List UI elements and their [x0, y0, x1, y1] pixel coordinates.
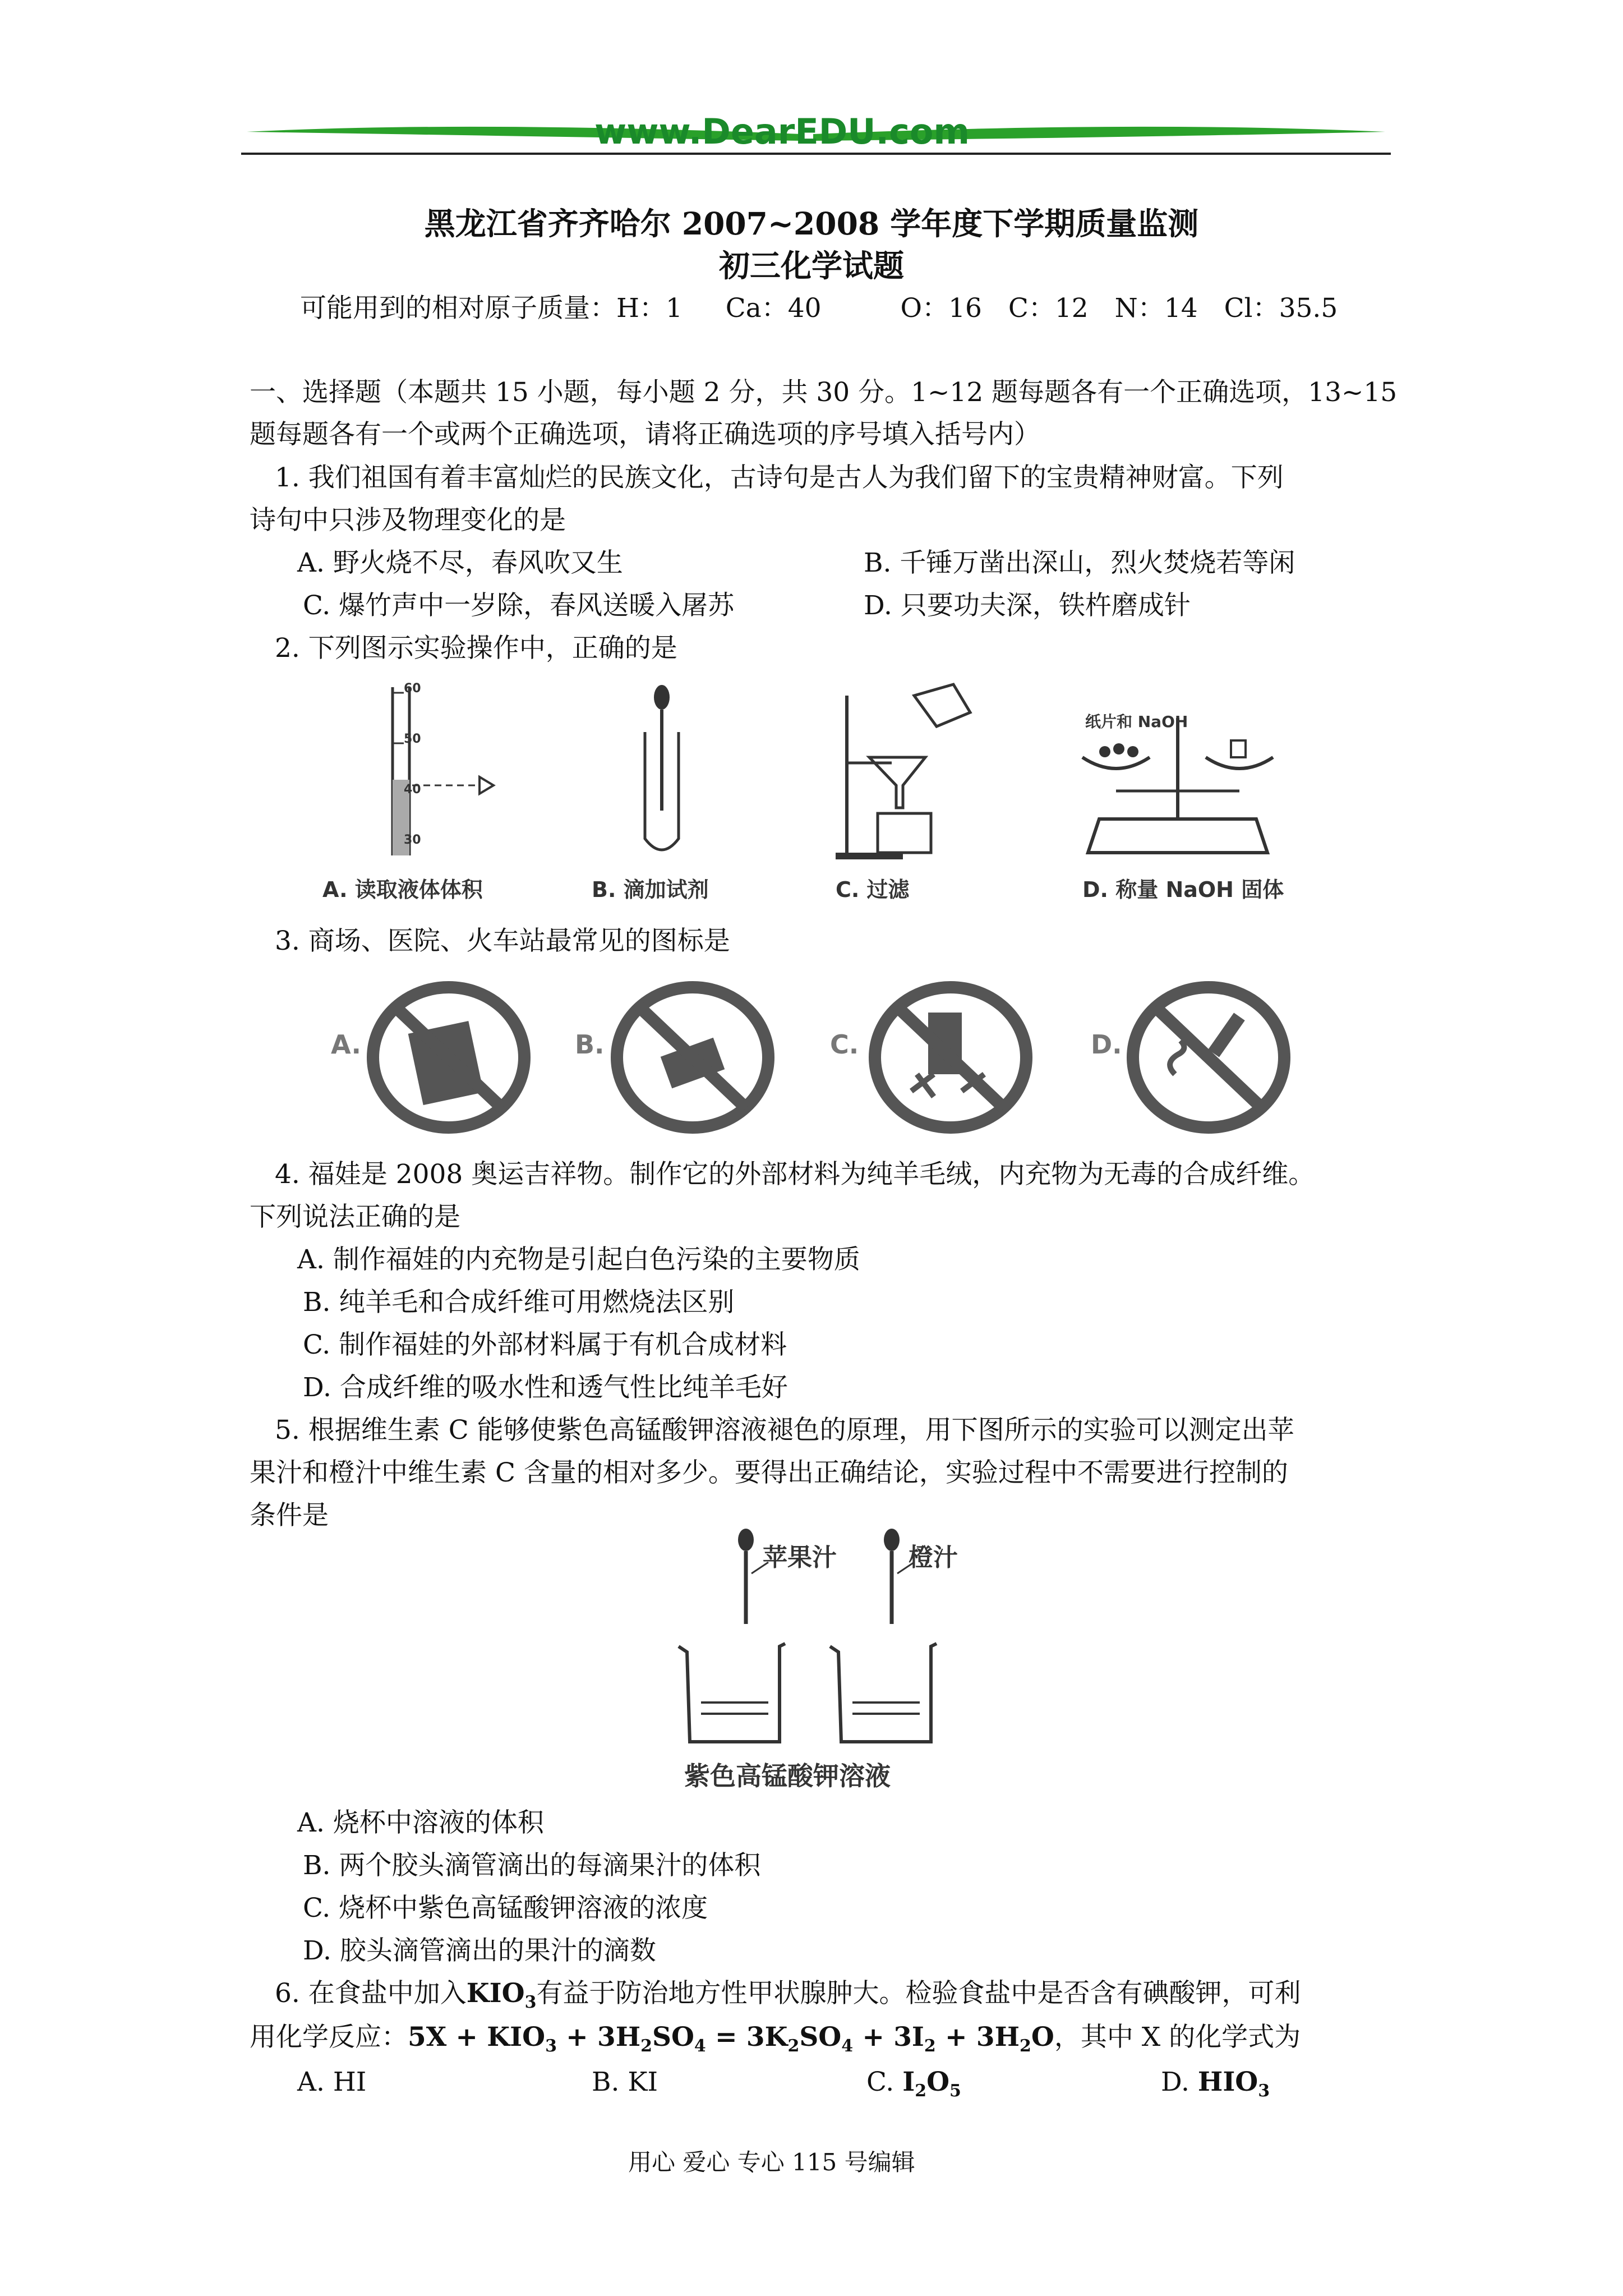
- no-matches-icon: [608, 979, 777, 1136]
- q5-stem: 果汁和橙汁中维生素 C 含量的相对多少。要得出正确结论，实验过程中不需要进行控制的: [250, 1457, 1288, 1488]
- q5-option-b: B. 两个胶头滴管滴出的每滴果汁的体积: [303, 1850, 761, 1881]
- section-instructions-1: 一、选择题（本题共 15 小题，每小题 2 分，共 30 分。1~12 题每题各有一个正确选项，13~15: [250, 377, 1398, 408]
- q6-formula-hio3: $HIO_3$: [1197, 2067, 1270, 2101]
- q6-option-b: B. KI: [592, 2067, 658, 2097]
- q2-figure-c-label: C. 过滤: [836, 877, 910, 902]
- q4-option-a: A. 制作福娃的内充物是引起白色污染的主要物质: [297, 1244, 860, 1275]
- no-smoking-icon: [1124, 979, 1293, 1136]
- q6-equation: $5X + KIO_3 + 3H_2SO_4 = 3K_2SO_4 + 3I_2 + 3H_2O$: [408, 2022, 1054, 2056]
- q2-figure-b-label: B. 滴加试剂: [592, 877, 709, 902]
- q4-option-b: B. 纯羊毛和合成纤维可用燃烧法区别: [303, 1287, 735, 1318]
- q6-formula-kio3: $KIO_3$: [466, 1978, 537, 2012]
- q4-stem: 4. 福娃是 2008 奥运吉祥物。制作它的外部材料为纯羊毛绒，内充物为无毒的合成纤维。: [275, 1159, 1315, 1190]
- header-rule: [241, 153, 1391, 155]
- q4-stem: 下列说法正确的是: [250, 1202, 460, 1232]
- q1-option-a: A. 野火烧不尽，春风吹又生: [297, 547, 623, 578]
- q3-label-b: B.: [575, 1029, 605, 1060]
- page-footer: 用心 爱心 专心 115 号编辑: [628, 2148, 915, 2176]
- q3-label-d: D.: [1091, 1029, 1122, 1060]
- q2-scale-label: 50: [404, 732, 421, 746]
- q2-figure-b-dropper: [628, 682, 695, 861]
- q3-stem: 3. 商场、医院、火车站最常见的图标是: [275, 926, 730, 956]
- no-fireworks-icon: [866, 979, 1035, 1136]
- atomic-masses: 可能用到的相对原子质量：H：1 Ca：40 O：16 C：12 N：14 Cl：35.5: [300, 293, 1338, 324]
- q2-scale-label: 40: [404, 783, 421, 797]
- q1-option-c: C. 爆竹声中一岁除，春风送暖入屠苏: [303, 590, 735, 621]
- q5-option-d: D. 胶头滴管滴出的果汁的滴数: [303, 1935, 656, 1966]
- q5-option-c: C. 烧杯中紫色高锰酸钾溶液的浓度: [303, 1893, 708, 1924]
- q5-orange-juice-label: 橙汁: [909, 1543, 958, 1572]
- q2-stem: 2. 下列图示实验操作中，正确的是: [275, 633, 677, 664]
- q1-option-b: B. 千锤万凿出深山，烈火焚烧若等闲: [864, 547, 1295, 578]
- q2-scale-label: 30: [404, 833, 421, 847]
- q2-figure-d-label: D. 称量 NaOH 固体: [1082, 877, 1284, 902]
- q2-figure-c-filtration: [824, 673, 993, 864]
- q1-stem: 诗句中只涉及物理变化的是: [250, 505, 566, 536]
- q6-option-d-prefix: D.: [1161, 2067, 1189, 2097]
- q5-apple-juice-label: 苹果汁: [763, 1543, 837, 1572]
- q6-stem-part: ，其中 X 的化学式为: [1054, 2022, 1301, 2053]
- q2-figure-a-label: A. 读取液体体积: [322, 877, 483, 902]
- q4-option-c: C. 制作福娃的外部材料属于有机合成材料: [303, 1329, 787, 1360]
- q6-option-c: [866, 2065, 961, 2108]
- q3-label-a: A.: [331, 1029, 361, 1060]
- q1-option-d: D. 只要功夫深，铁杵磨成针: [864, 590, 1191, 621]
- q6-option-c-prefix: C.: [866, 2067, 895, 2097]
- q2-figure-a-cylinder: [359, 682, 538, 861]
- q2-figure-d-paper-label: 纸片和 NaOH: [1085, 712, 1188, 731]
- section-instructions-2: 题每题各有一个或两个正确选项，请将正确选项的序号填入括号内）: [250, 419, 1040, 450]
- q5-option-a: A. 烧杯中溶液的体积: [297, 1807, 544, 1838]
- q6-option-d: [1161, 2065, 1270, 2108]
- header-site-logo: www.DearEDU.com: [594, 111, 970, 152]
- q5-stem: 5. 根据维生素 C 能够使紫色高锰酸钾溶液褪色的原理，用下图所示的实验可以测定出苹: [275, 1415, 1294, 1446]
- q2-scale-label: 60: [404, 682, 421, 696]
- q4-option-d: D. 合成纤维的吸水性和透气性比纯羊毛好: [303, 1372, 788, 1403]
- q1-stem: 1. 我们祖国有着丰富灿烂的民族文化，古诗句是古人为我们留下的宝贵精神财富。下列: [275, 462, 1284, 493]
- q3-label-c: C.: [830, 1029, 859, 1060]
- q6-stem-part: 用化学反应：: [250, 2022, 408, 2053]
- q5-stem: 条件是: [250, 1500, 329, 1531]
- page-subtitle: 初三化学试题: [718, 247, 904, 284]
- no-oil-drum-icon: [365, 979, 533, 1136]
- q6-stem-part: 6. 在食盐中加入: [275, 1978, 467, 2009]
- q6-stem: [275, 1977, 1301, 2019]
- page-title: 黑龙江省齐齐哈尔 2007~2008 学年度下学期质量监测: [424, 205, 1199, 242]
- q5-solution-label: 紫色高锰酸钾溶液: [684, 1761, 891, 1791]
- q6-equation-line: [250, 2021, 1301, 2063]
- q6-stem-part: 有益于防治地方性甲状腺肿大。检验食盐中是否含有碘酸钾，可利: [536, 1978, 1301, 2009]
- q6-formula-i2o5: $I_2O_5$: [902, 2067, 961, 2101]
- q6-option-a: A. HI: [297, 2067, 367, 2097]
